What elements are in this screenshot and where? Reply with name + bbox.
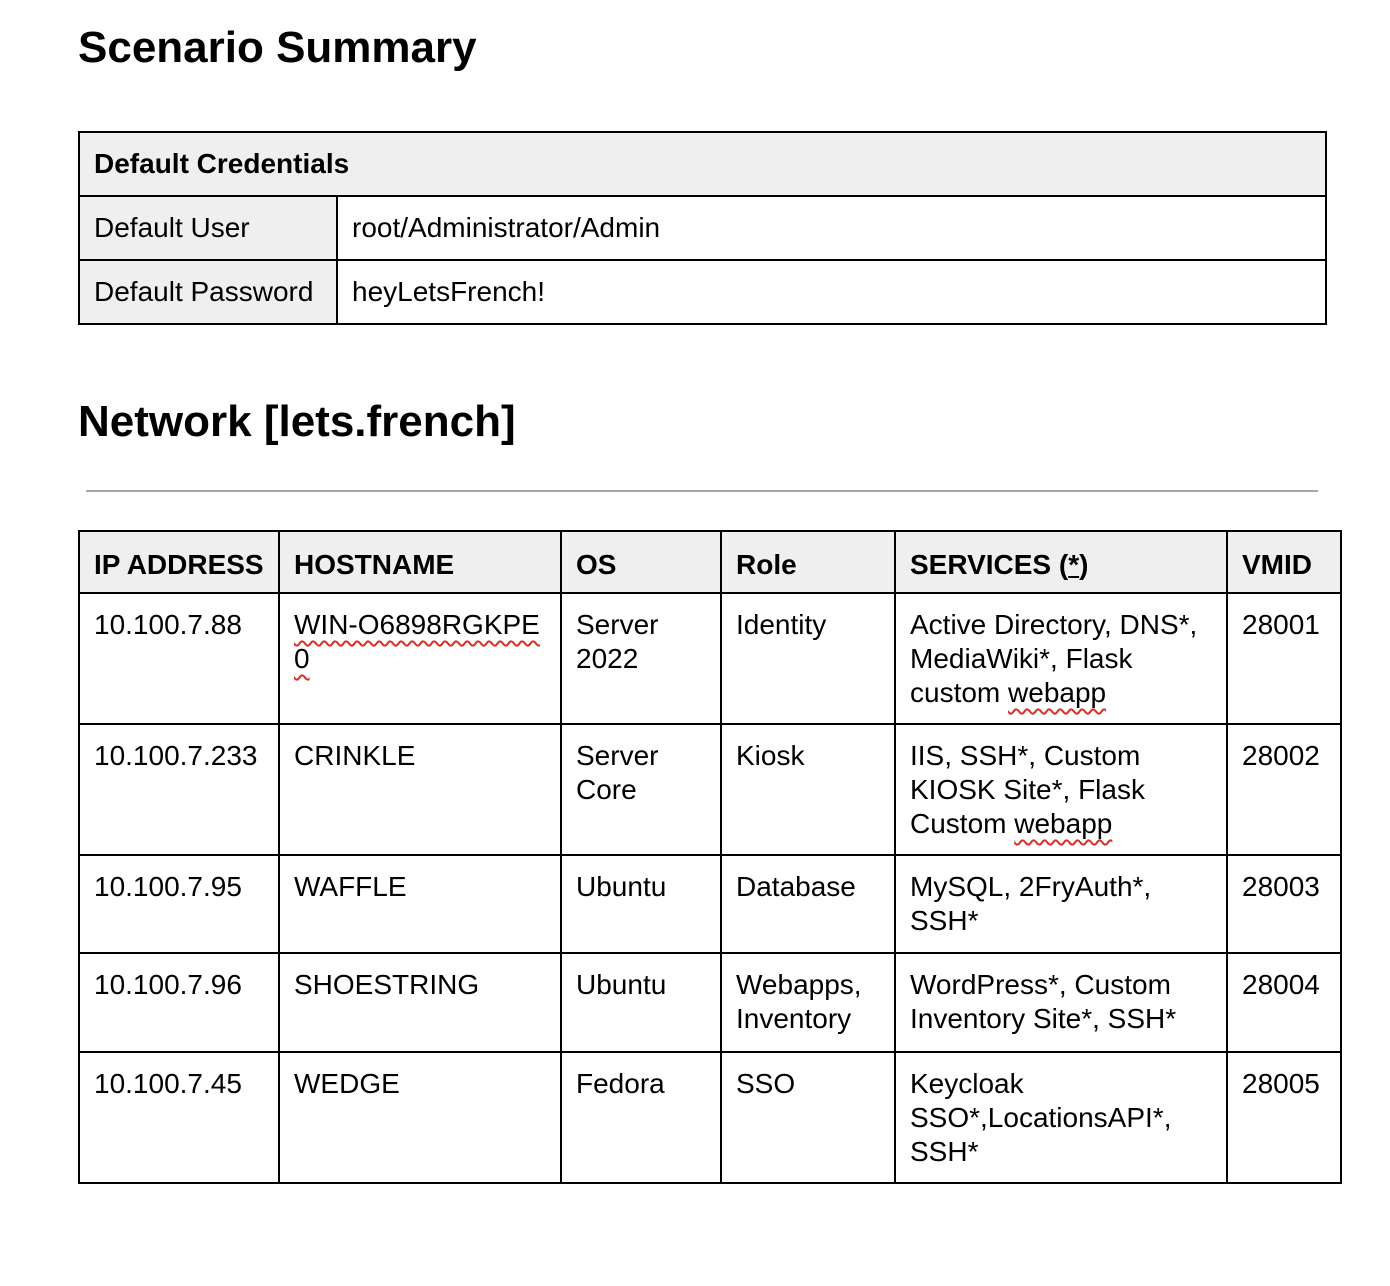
services-header-prefix: SERVICES ( (910, 549, 1069, 580)
horizontal-divider (86, 490, 1318, 492)
credentials-header: Default Credentials (79, 132, 1326, 196)
cell-hostname: SHOESTRING (279, 953, 561, 1052)
cell-os: Ubuntu (561, 855, 721, 953)
cell-role: SSO (721, 1052, 895, 1183)
cell-role: Database (721, 855, 895, 953)
default-user-value: root/Administrator/Admin (337, 196, 1326, 260)
services-text: IIS, SSH*, Custom KIOSK Site*, Flask Custom (910, 740, 1145, 839)
table-row (79, 1052, 1341, 1183)
cell-services: Keycloak SSO*,LocationsAPI*, SSH* (895, 1052, 1227, 1183)
services-footnote-link[interactable]: * (1068, 549, 1080, 580)
cell-ip: 10.100.7.45 (79, 1052, 279, 1183)
cell-os: Server 2022 (561, 593, 721, 724)
table-row (79, 724, 1341, 855)
cell-os: Server Core (561, 724, 721, 855)
default-user-label: Default User (79, 196, 337, 260)
cell-role: Webapps, Inventory (721, 953, 895, 1052)
cell-services: MySQL, 2FryAuth*, SSH* (895, 855, 1227, 953)
cell-role: Identity (721, 593, 895, 724)
table-row (79, 132, 1326, 196)
cell-vmid: 28001 (1227, 593, 1341, 724)
cell-services (895, 593, 1227, 724)
network-table (78, 530, 1342, 1184)
table-row (79, 953, 1341, 1052)
hostname-text: WIN-O6898RGKPE0 (294, 609, 540, 674)
table-header-row (79, 531, 1341, 593)
services-text-misspelled: webapp (1008, 677, 1107, 708)
column-header-vmid: VMID (1227, 531, 1341, 593)
cell-hostname: WAFFLE (279, 855, 561, 953)
cell-os: Ubuntu (561, 953, 721, 1052)
cell-vmid: 28003 (1227, 855, 1341, 953)
services-header-suffix: ) (1079, 549, 1089, 580)
column-header-role: Role (721, 531, 895, 593)
default-password-value: heyLetsFrench! (337, 260, 1326, 324)
cell-role: Kiosk (721, 724, 895, 855)
page-title: Scenario Summary (78, 23, 477, 72)
column-header-hostname: HOSTNAME (279, 531, 561, 593)
column-header-os: OS (561, 531, 721, 593)
default-password-label: Default Password (79, 260, 337, 324)
services-text: Active Directory, DNS*, MediaWiki*, Flask custom (910, 609, 1198, 708)
cell-ip: 10.100.7.233 (79, 724, 279, 855)
table-row (79, 593, 1341, 724)
services-text-misspelled: webapp (1014, 808, 1113, 839)
cell-services: WordPress*, Custom Inventory Site*, SSH* (895, 953, 1227, 1052)
cell-hostname: WEDGE (279, 1052, 561, 1183)
cell-vmid: 28002 (1227, 724, 1341, 855)
table-row (79, 196, 1326, 260)
cell-ip: 10.100.7.96 (79, 953, 279, 1052)
cell-ip: 10.100.7.95 (79, 855, 279, 953)
column-header-services (895, 531, 1227, 593)
network-heading: Network [lets.french] (78, 397, 516, 446)
cell-os: Fedora (561, 1052, 721, 1183)
table-row (79, 260, 1326, 324)
cell-vmid: 28005 (1227, 1052, 1341, 1183)
table-row (79, 855, 1341, 953)
cell-hostname: CRINKLE (279, 724, 561, 855)
column-header-ip: IP ADDRESS (79, 531, 279, 593)
credentials-table (78, 131, 1327, 325)
cell-vmid: 28004 (1227, 953, 1341, 1052)
cell-ip: 10.100.7.88 (79, 593, 279, 724)
cell-hostname (279, 593, 561, 724)
cell-services (895, 724, 1227, 855)
